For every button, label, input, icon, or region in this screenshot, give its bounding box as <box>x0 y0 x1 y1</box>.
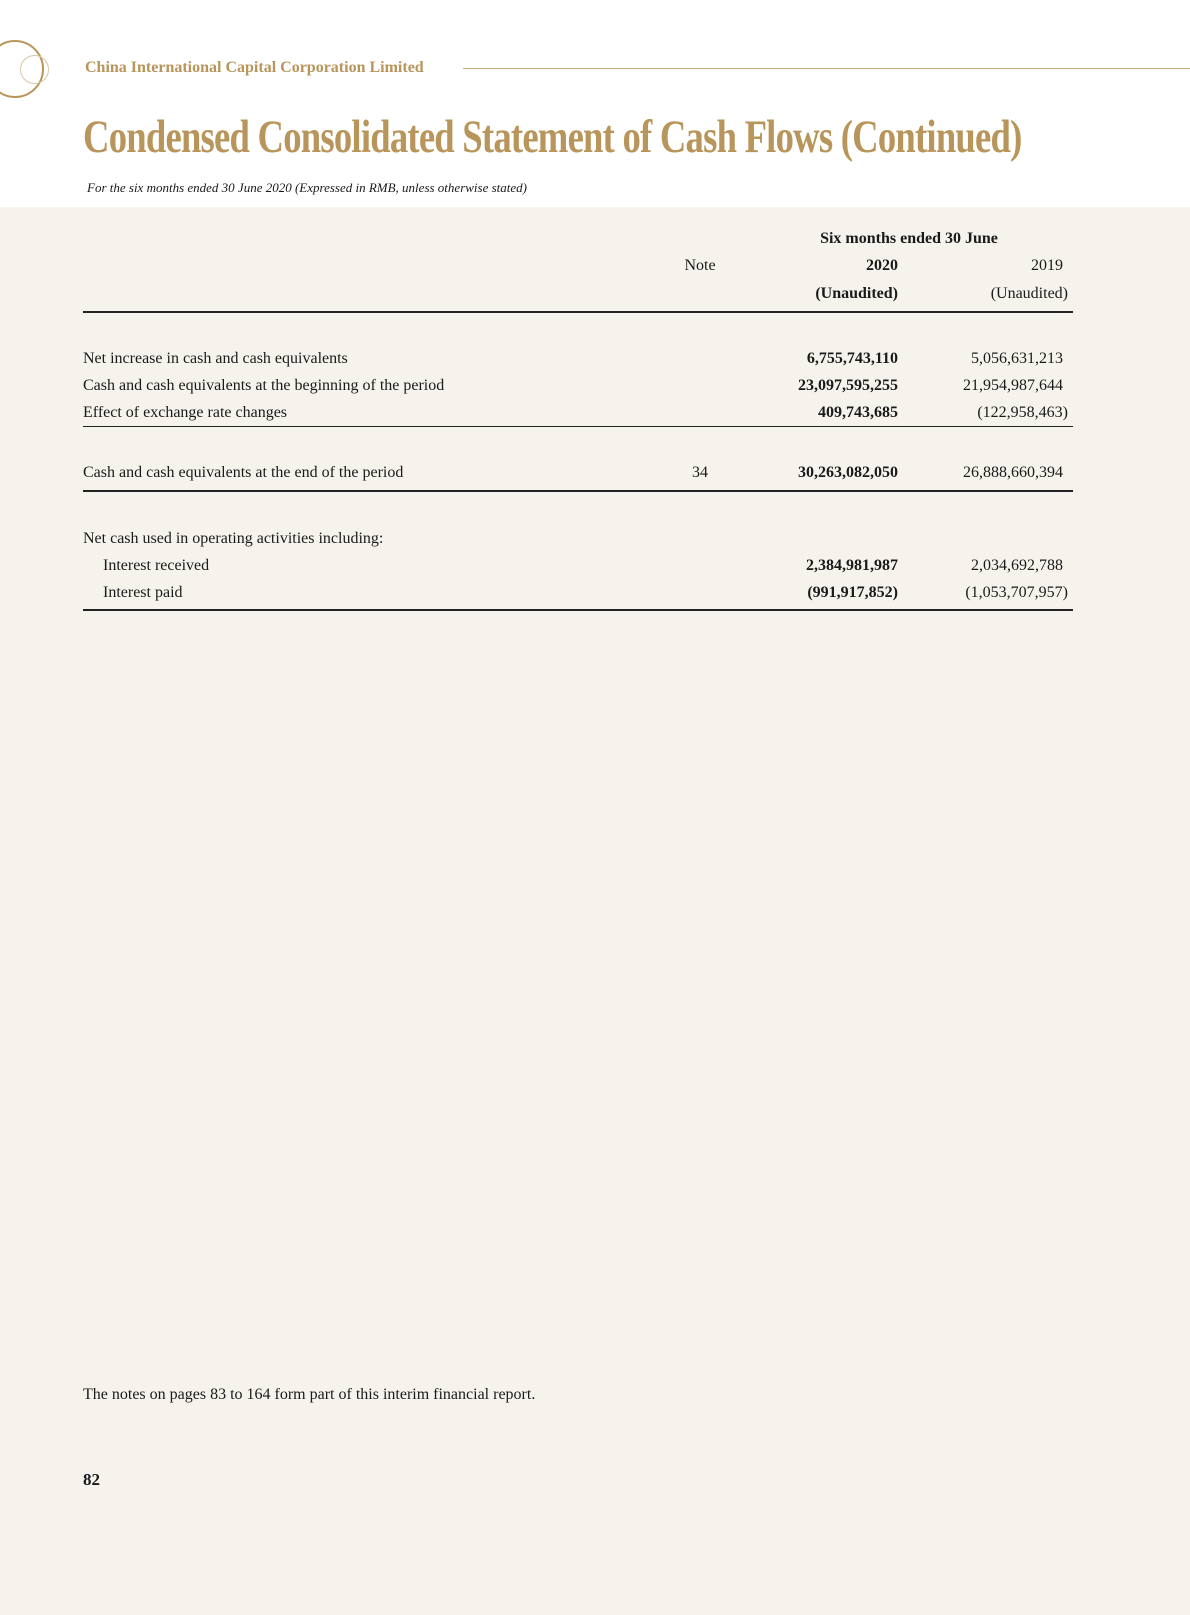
row-label: Cash and cash equivalents at the beginning of the period <box>83 377 445 394</box>
col-2019-header: 2019 <box>1031 257 1063 274</box>
row-label: Interest received <box>103 557 210 574</box>
row-value-2019: 21,954,987,644 <box>963 377 1063 394</box>
row-value-2019: 26,888,660,394 <box>963 464 1063 481</box>
row-label: Effect of exchange rate changes <box>83 404 288 421</box>
row-value-2020: (991,917,852) <box>807 584 898 601</box>
row-value-2019: 2,034,692,788 <box>971 557 1063 574</box>
col-2020-header: 2020 <box>866 257 898 274</box>
footer-note: The notes on pages 83 to 164 form part of this interim financial report. <box>83 1386 536 1403</box>
row-value-2019: (1,053,707,957) <box>965 584 1068 601</box>
row-label: Cash and cash equivalents at the end of the period <box>83 464 404 481</box>
row-value-2019: 5,056,631,213 <box>971 350 1063 367</box>
page-title: Condensed Consolidated Statement of Cash Flows (Continued) <box>83 111 1022 163</box>
company-name: China International Capital Corporation Limited <box>85 59 424 76</box>
row-label: Net increase in cash and cash equivalents <box>83 350 348 367</box>
note-header: Note <box>684 257 716 274</box>
row-value-2020: 409,743,685 <box>818 404 898 421</box>
row-note: 34 <box>692 464 708 481</box>
row-value-2020: 23,097,595,255 <box>798 377 898 394</box>
row-label: Interest paid <box>103 584 183 601</box>
col-2019-audit: (Unaudited) <box>990 285 1068 302</box>
period-header: Six months ended 30 June <box>820 230 998 247</box>
page-title-container <box>83 110 1083 166</box>
header-rule <box>83 311 1073 313</box>
bottom-rule <box>83 609 1073 611</box>
total-rule <box>83 490 1073 492</box>
header-divider <box>463 68 1190 69</box>
row-value-2020: 30,263,082,050 <box>798 464 898 481</box>
col-2020-audit: (Unaudited) <box>815 285 898 302</box>
logo-circle-small <box>20 55 49 84</box>
row-value-2019: (122,958,463) <box>977 404 1068 421</box>
page-subtitle: For the six months ended 30 June 2020 (Expressed in RMB, unless otherwise stated) <box>87 180 527 195</box>
section-label: Net cash used in operating activities including: <box>83 530 384 547</box>
row-value-2020: 2,384,981,987 <box>806 557 898 574</box>
row-value-2020: 6,755,743,110 <box>806 350 898 367</box>
page-number: 82 <box>83 1470 100 1489</box>
subtotal-rule <box>83 426 1073 427</box>
